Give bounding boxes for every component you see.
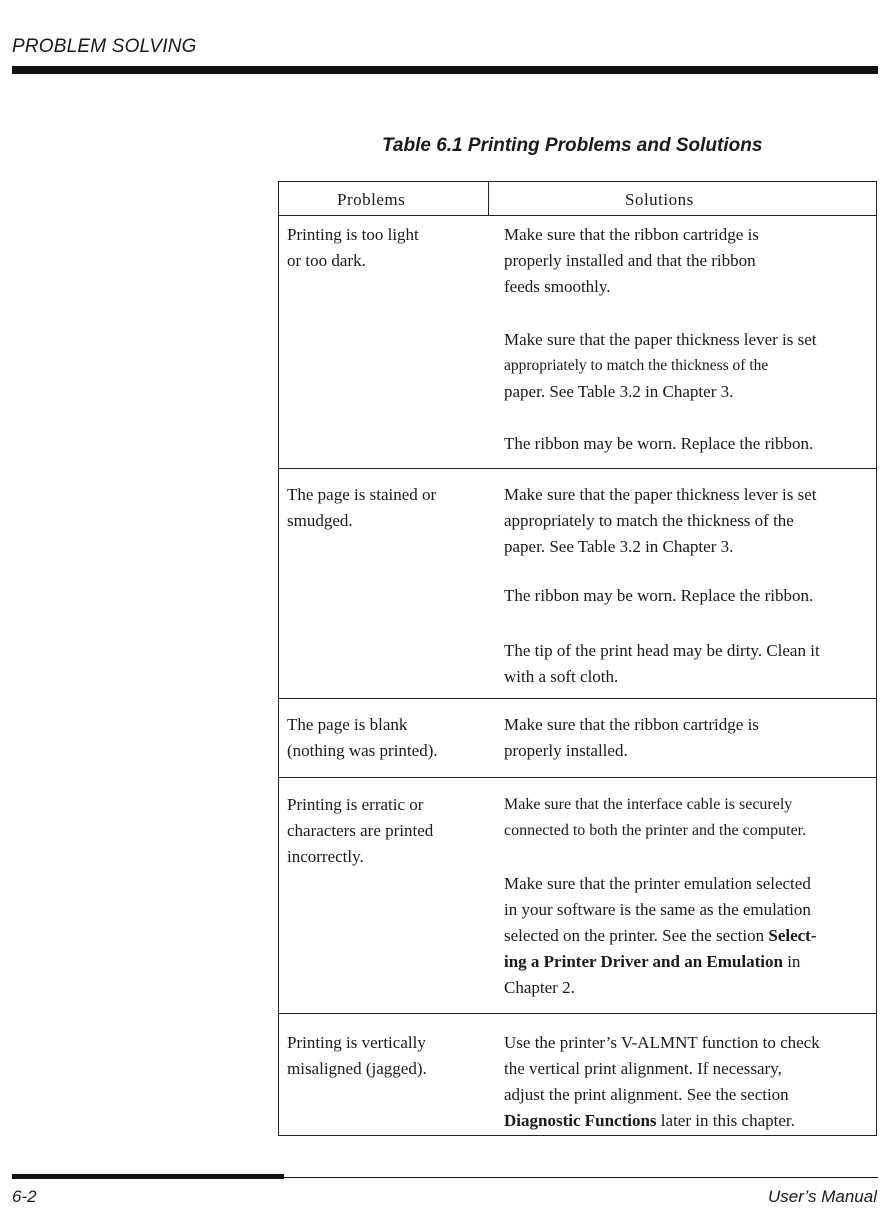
table-row-2-solution-2: The ribbon may be worn. Replace the ribbon. bbox=[504, 586, 814, 605]
table-row-1-solution-1: Make sure that the ribbon cartridge is properly installed and that the ribbon feeds smoothly. bbox=[504, 225, 759, 296]
manual-title: User’s Manual bbox=[768, 1187, 877, 1206]
table-row-3-problem: The page is blank (nothing was printed). bbox=[287, 715, 438, 760]
table-row-4-solution-1: Make sure that the interface cable is securely connected to both the printer and the computer. bbox=[504, 796, 807, 839]
page-number: 6-2 bbox=[12, 1187, 37, 1206]
table-row-2-solution-1: Make sure that the paper thickness lever is set appropriately to match the thickness of the paper. See Table 3.2 in Chapter 3. bbox=[504, 485, 817, 556]
column-header-solutions: Solutions bbox=[625, 190, 694, 209]
table-row-5-problem: Printing is vertically misaligned (jagged). bbox=[287, 1033, 427, 1078]
header-row-rule bbox=[279, 215, 876, 216]
table-row-4-solution-2: Make sure that the printer emulation selected in your software is the same as the emulation selected on the printer. See the section Select- ing a Printer Driver and an Emulation in Chapter 2. bbox=[504, 874, 817, 997]
table-row-5-solution-1: Use the printer’s V-ALMNT function to check the vertical print alignment. If necessary, adjust the print alignment. See the section Diagnostic Functions later in this chapter. bbox=[504, 1033, 820, 1130]
footer-rule-thick bbox=[12, 1174, 284, 1179]
table-row-1-problem: Printing is too light or too dark. bbox=[287, 225, 419, 270]
row-rule-3 bbox=[279, 777, 876, 778]
table-caption: Table 6.1 Printing Problems and Solutions bbox=[382, 135, 763, 156]
table-row-3-solution-1: Make sure that the ribbon cartridge is properly installed. bbox=[504, 715, 759, 760]
table-row-1-solution-2: Make sure that the paper thickness lever is set appropriately to match the thickness of the paper. See Table 3.2 in Chapter 3. bbox=[504, 330, 817, 401]
column-header-problems: Problems bbox=[337, 190, 406, 209]
running-head: PROBLEM SOLVING bbox=[12, 36, 197, 57]
header-rule bbox=[12, 66, 878, 74]
header-column-divider bbox=[488, 182, 489, 216]
table-row-1-solution-3: The ribbon may be worn. Replace the ribbon. bbox=[504, 434, 814, 453]
row-rule-1 bbox=[279, 468, 876, 469]
row-rule-2 bbox=[279, 698, 876, 699]
row-rule-4 bbox=[279, 1013, 876, 1014]
table-row-2-solution-3: The tip of the print head may be dirty. Clean it with a soft cloth. bbox=[504, 641, 820, 686]
table-row-4-problem: Printing is erratic or characters are printed incorrectly. bbox=[287, 795, 434, 866]
footer-rule-thin bbox=[284, 1177, 878, 1178]
table-row-2-problem: The page is stained or smudged. bbox=[287, 485, 437, 530]
problems-solutions-table bbox=[278, 181, 877, 1136]
